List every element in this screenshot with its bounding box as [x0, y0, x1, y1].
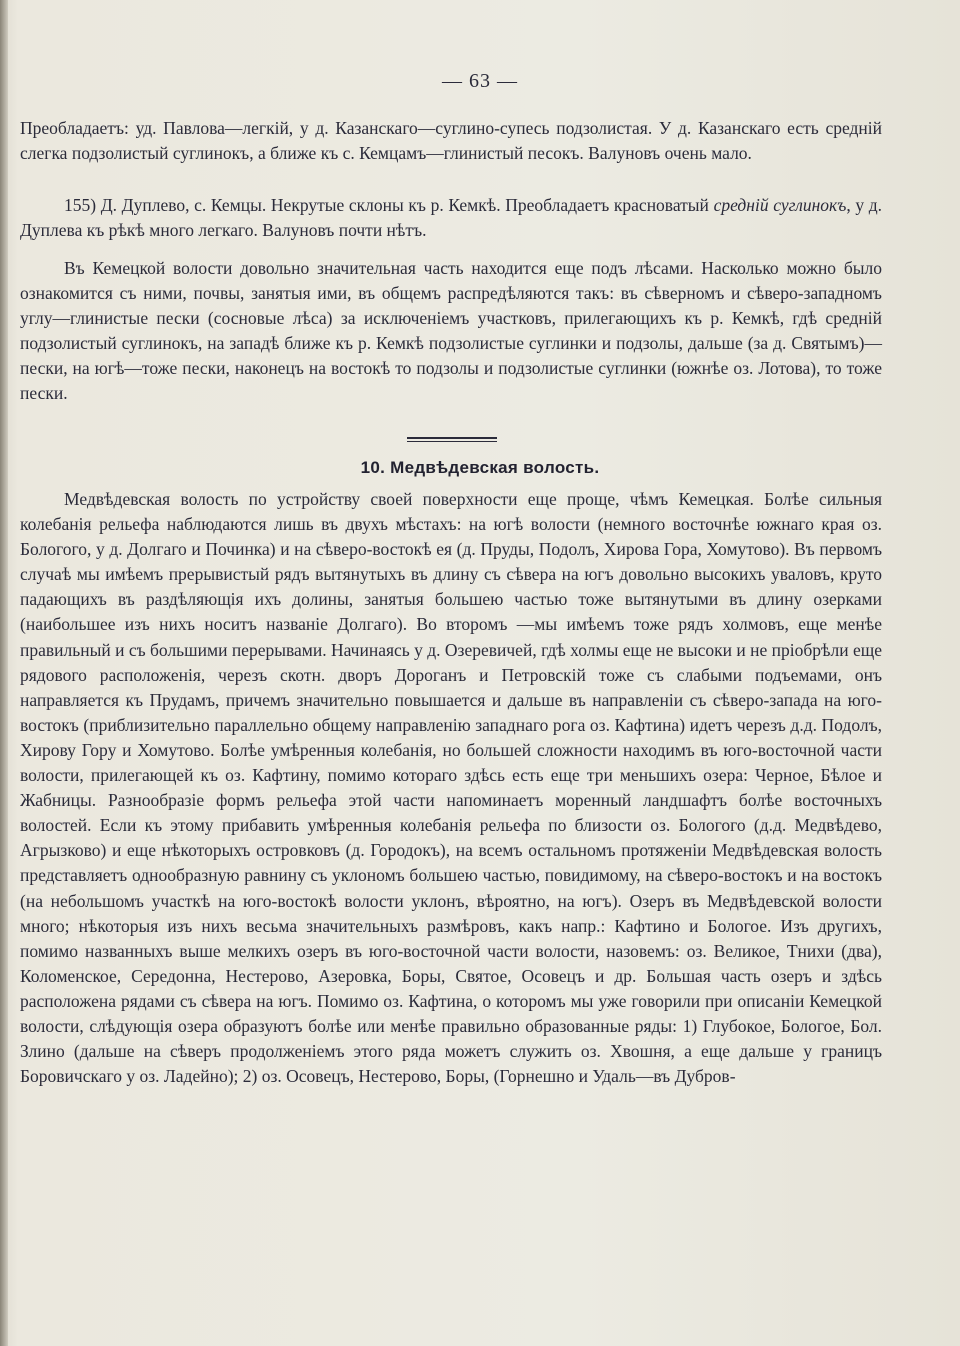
- entry-155-text-start: 155) Д. Дуплево, с. Кемцы. Некрутые склоны къ р. Кемкѣ. Преобладаетъ красноватый: [64, 195, 714, 215]
- paragraph-soil-pavlova: Преобладаетъ: уд. Павлова—легкій, у д. Казанскаго—суглино-супесь подзолистая. У д. Казанскаго есть средній слегка подзолистый суглинокъ, а ближе къ с. Кемцамъ—глинистый песокъ. Валуновъ очень мало.: [20, 118, 882, 164]
- text-block-kemetskaya: [20, 256, 882, 407]
- section-divider: [407, 437, 497, 442]
- entry-155-text-end: , у д. Дуплева къ рѣкѣ много легкаго. Валуновъ почти нѣтъ.: [20, 195, 883, 241]
- page-binding-shadow: [0, 0, 8, 1346]
- divider-thin-line: [407, 441, 497, 442]
- paragraph-medvedevskaya-relief: Медвѣдевская волость по устройству своей поверхности еще проще, чѣмъ Кемецкая. Болѣе сильныя колебанія рельефа наблюдаются лишь въ двухъ мѣстахъ: на югѣ волости (немного восточнѣе южнаго края оз. Бологого, у д. Долгаго и Починка) и на сѣверо-востокѣ ея (д. Пруды, Подолъ, Хирова Гора, Хомутово). Въ первомъ случаѣ мы имѣемъ прерывистый рядъ вытянутыхъ въ длину съ сѣвера на югъ довольно высокихъ уваловъ, круто падающихъ въ раздѣляющія ихъ долины, занятыя большею частью тоже вытянутыми въ длину озерками (наибольшее изъ нихъ носитъ названіе Долгаго). Во второмъ —мы имѣемъ тоже рядъ холмовъ, еще менѣе правильный и съ большими перерывами. Начинаясь у д. Озеревичей, гдѣ холмы еще не высоки и не пріобрѣли еще рядового расположенія, черезъ скотн. дворъ Дороганъ и Петровскій тоже съ слабыми подъемами, онъ направляется къ Прудамъ, причемъ значительно повышается и дальше въ направленіи съ сѣверо-запада на юго-востокъ (приблизительно параллельно общему направленію западнаго рога оз. Кафтина) идетъ черезъ д.д. Подолъ, Хирову Гору и Хомутово. Болѣе умѣренныя колебанія, но большей сложности находимъ въ юго-восточной части волости, прилегающей къ оз. Кафтину, помимо котораго здѣсь есть еще три меньшихъ озера: Черное, Бѣлое и Жабницы. Разнообразіе формъ рельефа этой части напоминаетъ моренный ландшафтъ болѣе восточныхъ волостей. Если къ этому прибавить умѣренныя колебанія рельефа по близости оз. Бологого (д.д. Медвѣдево, Агрызково) и еще нѣкоторыхъ островковъ (д. Городокъ), на всемъ остальномъ протяженіи Медвѣдевская волость представляетъ однообразную равнину съ уклономъ большею частью, повидимому, на сѣверо-востокъ и на востокъ (на небольшомъ участкѣ на юго-востокѣ волости уклонъ, вѣроятно, на югъ). Озеръ въ Медвѣдевской волости много; нѣкоторыя изъ нихъ весьма значительныхъ размѣровъ, какъ напр.: Кафтино и Бологое. Изъ другихъ, помимо названныхъ выше мелкихъ озеръ въ юго-восточной части волости, назовемъ: оз. Великое, Тнихи (два), Коломенское, Середонна, Нестерово, Азеровка, Боры, Святое, Осовецъ и др. Большая часть озеръ и здѣсь расположена рядами съ сѣвера на югъ. Помимо оз. Кафтина, о которомъ мы уже говорили при описаніи Кемецкой волости, слѣдующія озера образуютъ болѣе или менѣе правильно образованные ряды: 1) Глубокое, Бологое, Бол. Злино (дальше на сѣверъ продолженіемъ этого ряда можетъ служить оз. Хвошня, а еще дальше у границъ Боровичскаго у оз. Ладейно); 2) оз. Осовецъ, Нестерово, Боры, (Горнешно и Удаль—въ Дубров-: [20, 489, 882, 1087]
- page-number: — 63 —: [442, 70, 518, 92]
- entry-155-italic-term: средній суглинокъ: [713, 195, 847, 215]
- text-block-top: [20, 116, 882, 166]
- divider-thick-line: [407, 437, 497, 439]
- text-block-entry-155: [20, 193, 882, 243]
- text-block-medvedevskaya: [20, 487, 882, 1089]
- paragraph-kemetskaya-forests: Въ Кемецкой волости довольно значительная часть находится еще подъ лѣсами. Насколько можно было ознакомится съ ними, почвы, занятыя ими, въ общемъ распредѣляются такъ: въ сѣверномъ и сѣверо-западномъ углу—глинистые пески (сосновые лѣса) за исключеніемъ участковъ, прилегающихъ къ р. Кемкѣ, гдѣ средній подзолистый суглинокъ, на западѣ ближе къ р. Кемкѣ подзолистые суглинки и подзолы, дальше (за д. Святымъ)—пески, на югѣ—тоже пески, наконецъ на востокѣ то подзолы и подзолистые суглинки (южнѣе оз. Лотова), то тоже пески.: [20, 258, 882, 404]
- paragraph-entry-155: [20, 193, 882, 243]
- section-heading: 10. Медвѣдевская волость.: [360, 458, 600, 477]
